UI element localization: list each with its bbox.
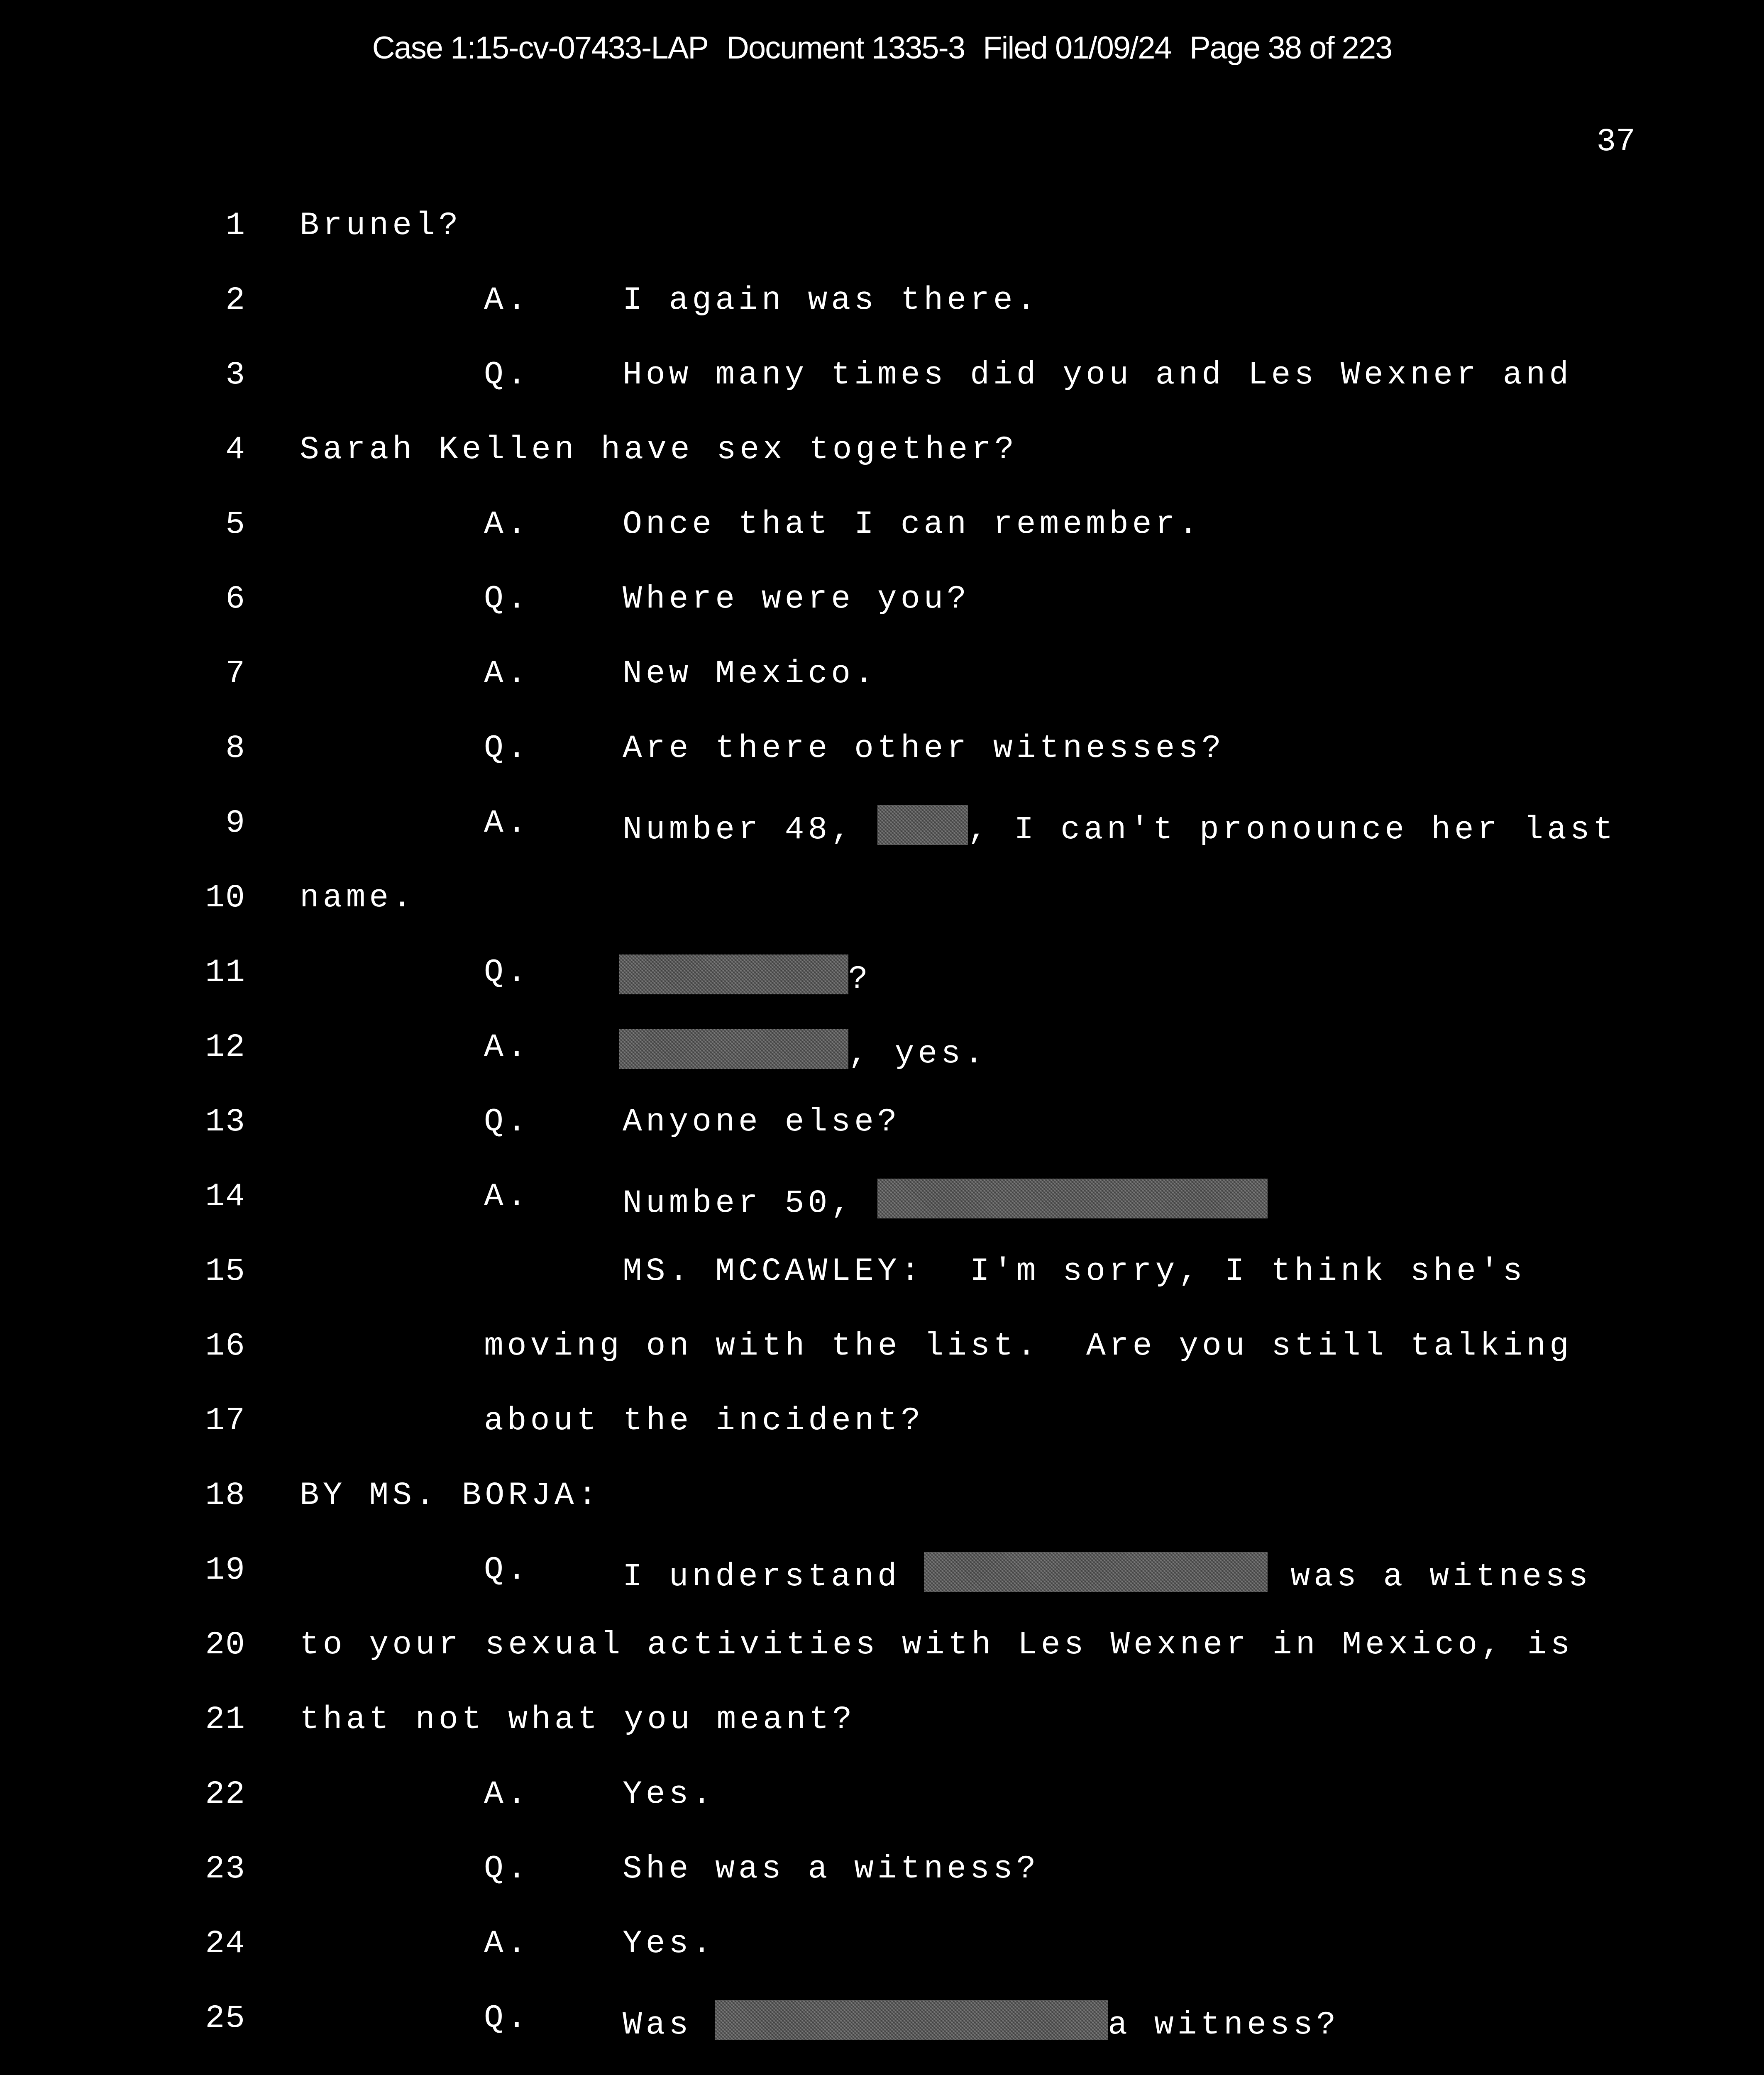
line-text: Brunel? [300, 208, 462, 244]
line-text: moving on with the list. Are you still talking [484, 1328, 1573, 1365]
redaction-box [877, 805, 968, 845]
speaker-label: A. [484, 1776, 530, 1813]
line-text: Yes. [623, 1776, 716, 1813]
line-number: 6 [225, 581, 246, 618]
filed-date: Filed 01/09/24 [983, 30, 1171, 66]
transcript-line-13 [0, 1104, 1764, 1154]
text-before-redaction: Was [623, 2007, 716, 2043]
transcript-line-21 [0, 1702, 1764, 1751]
speaker-label: Q. [484, 954, 530, 991]
text-after-redaction: was a witness [1267, 1559, 1592, 1595]
text-after-redaction: a witness? [1108, 2007, 1340, 2043]
speaker-label: Q. [484, 1851, 530, 1887]
line-text: Are there other witnesses? [623, 730, 1225, 767]
line-number: 8 [225, 730, 246, 767]
line-number: 24 [205, 1926, 246, 1962]
transcript-line-7 [0, 656, 1764, 706]
line-number: 4 [225, 432, 246, 468]
line-number: 1 [225, 208, 246, 244]
speaker-label: A. [484, 282, 530, 319]
case-header [0, 30, 1764, 66]
line-text [623, 2000, 1339, 2043]
line-text: Yes. [623, 1926, 716, 1962]
speaker-label: Q. [484, 730, 530, 767]
line-number: 25 [205, 2000, 246, 2037]
line-number: 20 [205, 1627, 246, 1663]
transcript-line-9 [0, 805, 1764, 855]
transcript-line-17 [0, 1403, 1764, 1452]
transcript-line-12 [0, 1029, 1764, 1079]
transcript-line-11 [0, 954, 1764, 1004]
text-after-redaction: , I can't pronounce her last [968, 812, 1617, 848]
transcript-line-4 [0, 432, 1764, 481]
text-after-redaction: , yes. [848, 1036, 987, 1072]
transcript-page-number: 37 [1596, 124, 1635, 160]
transcript-line-3 [0, 357, 1764, 407]
line-text [623, 805, 1617, 848]
line-text: New Mexico. [623, 656, 877, 692]
speaker-label: A. [484, 506, 530, 543]
document-number: Document 1335-3 [726, 30, 965, 66]
line-text [623, 1552, 1592, 1595]
speaker-label: Q. [484, 1552, 530, 1589]
line-number: 15 [205, 1253, 246, 1290]
line-number: 5 [225, 506, 246, 543]
speaker-label: Q. [484, 1104, 530, 1140]
transcript-line-19 [0, 1552, 1764, 1602]
line-number: 9 [225, 805, 246, 842]
line-number: 21 [205, 1702, 246, 1738]
line-number: 13 [205, 1104, 246, 1140]
transcript-line-15 [0, 1253, 1764, 1303]
line-text: I again was there. [623, 282, 1040, 319]
redaction-box [924, 1552, 1268, 1592]
text-before-redaction: Number 48, [623, 812, 877, 848]
line-text: She was a witness? [623, 1851, 1040, 1887]
line-number: 12 [205, 1029, 246, 1066]
transcript-line-5 [0, 506, 1764, 556]
redaction-box [619, 1029, 848, 1069]
line-text [623, 1179, 1268, 1222]
speaker-label: Q. [484, 581, 530, 618]
speaker-label: A. [484, 805, 530, 842]
line-text: How many times did you and Les Wexner and [623, 357, 1573, 393]
transcript-line-22 [0, 1776, 1764, 1826]
line-number: 22 [205, 1776, 246, 1813]
redaction-box [715, 2000, 1108, 2040]
line-number: 10 [205, 880, 246, 916]
line-text: name. [300, 880, 416, 916]
line-text: Once that I can remember. [623, 506, 1202, 543]
speaker-label: A. [484, 1926, 530, 1962]
line-number: 23 [205, 1851, 246, 1887]
text-after-redaction: ? [848, 961, 872, 998]
redaction-box [877, 1179, 1268, 1218]
redaction-box [619, 954, 848, 994]
line-text [619, 954, 872, 998]
transcript-line-10 [0, 880, 1764, 930]
speaker-label: Q. [484, 357, 530, 393]
transcript-line-18 [0, 1477, 1764, 1527]
line-number: 19 [205, 1552, 246, 1589]
transcript-line-14 [0, 1179, 1764, 1228]
speaker-label: A. [484, 656, 530, 692]
page-count: Page 38 of 223 [1189, 30, 1392, 66]
line-text: that not what you meant? [300, 1702, 856, 1738]
line-number: 7 [225, 656, 246, 692]
speaker-label: Q. [484, 2000, 530, 2037]
speaker-label: A. [484, 1179, 530, 1215]
line-number: 16 [205, 1328, 246, 1365]
line-text: Where were you? [623, 581, 970, 618]
line-number: 2 [225, 282, 246, 319]
transcript-line-23 [0, 1851, 1764, 1901]
line-number: 14 [205, 1179, 246, 1215]
case-number: Case 1:15-cv-07433-LAP [372, 30, 708, 66]
speaker-label: A. [484, 1029, 530, 1066]
transcript-line-8 [0, 730, 1764, 780]
line-text: about the incident? [484, 1403, 924, 1439]
transcript-line-2 [0, 282, 1764, 332]
text-before-redaction: I understand [623, 1559, 924, 1595]
transcript-line-20 [0, 1627, 1764, 1677]
line-text: to your sexual activities with Les Wexner in Mexico, is [300, 1627, 1574, 1663]
line-number: 11 [205, 954, 246, 991]
transcript-line-24 [0, 1926, 1764, 1975]
line-number: 3 [225, 357, 246, 393]
line-text [619, 1029, 987, 1072]
transcript-line-1 [0, 208, 1764, 257]
text-before-redaction: Number 50, [623, 1185, 877, 1222]
transcript-line-6 [0, 581, 1764, 631]
line-text: Sarah Kellen have sex together? [300, 432, 1018, 468]
line-text: MS. MCCAWLEY: I'm sorry, I think she's [623, 1253, 1526, 1290]
line-number: 17 [205, 1403, 246, 1439]
transcript-line-16 [0, 1328, 1764, 1378]
line-text: Anyone else? [623, 1104, 901, 1140]
line-number: 18 [205, 1477, 246, 1514]
line-text: BY MS. BORJA: [300, 1477, 601, 1514]
transcript-line-25 [0, 2000, 1764, 2050]
